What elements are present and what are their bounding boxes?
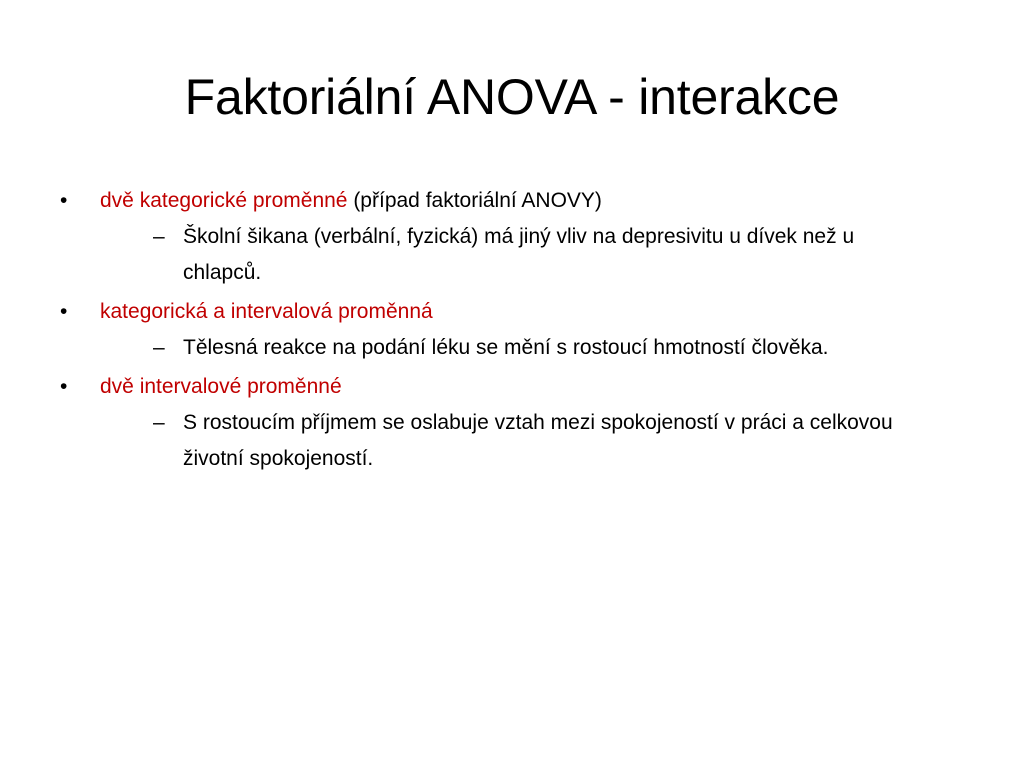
bullet-text bbox=[100, 189, 602, 212]
bullet-text bbox=[100, 300, 433, 323]
dash-icon: – bbox=[153, 225, 165, 248]
bullet-list bbox=[60, 183, 960, 480]
sub-item bbox=[100, 330, 923, 366]
bullet-icon: • bbox=[60, 300, 68, 323]
bullet-item bbox=[60, 183, 960, 291]
sub-item bbox=[100, 219, 923, 291]
bullet-icon: • bbox=[60, 189, 68, 212]
sub-item-text: Tělesná reakce na podání léku se mění s rostoucí hmotností člověka. bbox=[183, 336, 829, 359]
sub-item bbox=[100, 405, 923, 477]
bullet-rest: (případ faktoriální ANOVY) bbox=[347, 189, 602, 212]
bullet-highlight: dvě intervalové proměnné bbox=[100, 375, 342, 398]
bullet-text bbox=[100, 375, 342, 398]
dash-icon: – bbox=[153, 411, 165, 434]
bullet-icon: • bbox=[60, 375, 68, 398]
sub-list bbox=[100, 405, 960, 477]
bullet-highlight: kategorická a intervalová proměnná bbox=[100, 300, 433, 323]
sub-list bbox=[100, 219, 960, 291]
bullet-highlight: dvě kategorické proměnné bbox=[100, 189, 348, 212]
bullet-item bbox=[60, 369, 960, 477]
sub-item-text: S rostoucím příjmem se oslabuje vztah mezi spokojeností v práci a celkovou životní spokojeností. bbox=[183, 411, 893, 470]
bullet-item bbox=[60, 294, 960, 366]
sub-list bbox=[100, 330, 960, 366]
sub-item-text: Školní šikana (verbální, fyzická) má jiný vliv na depresivitu u dívek než u chlapců. bbox=[183, 225, 855, 284]
dash-icon: – bbox=[153, 336, 165, 359]
slide-title: Faktoriální ANOVA - interakce bbox=[184, 69, 840, 125]
